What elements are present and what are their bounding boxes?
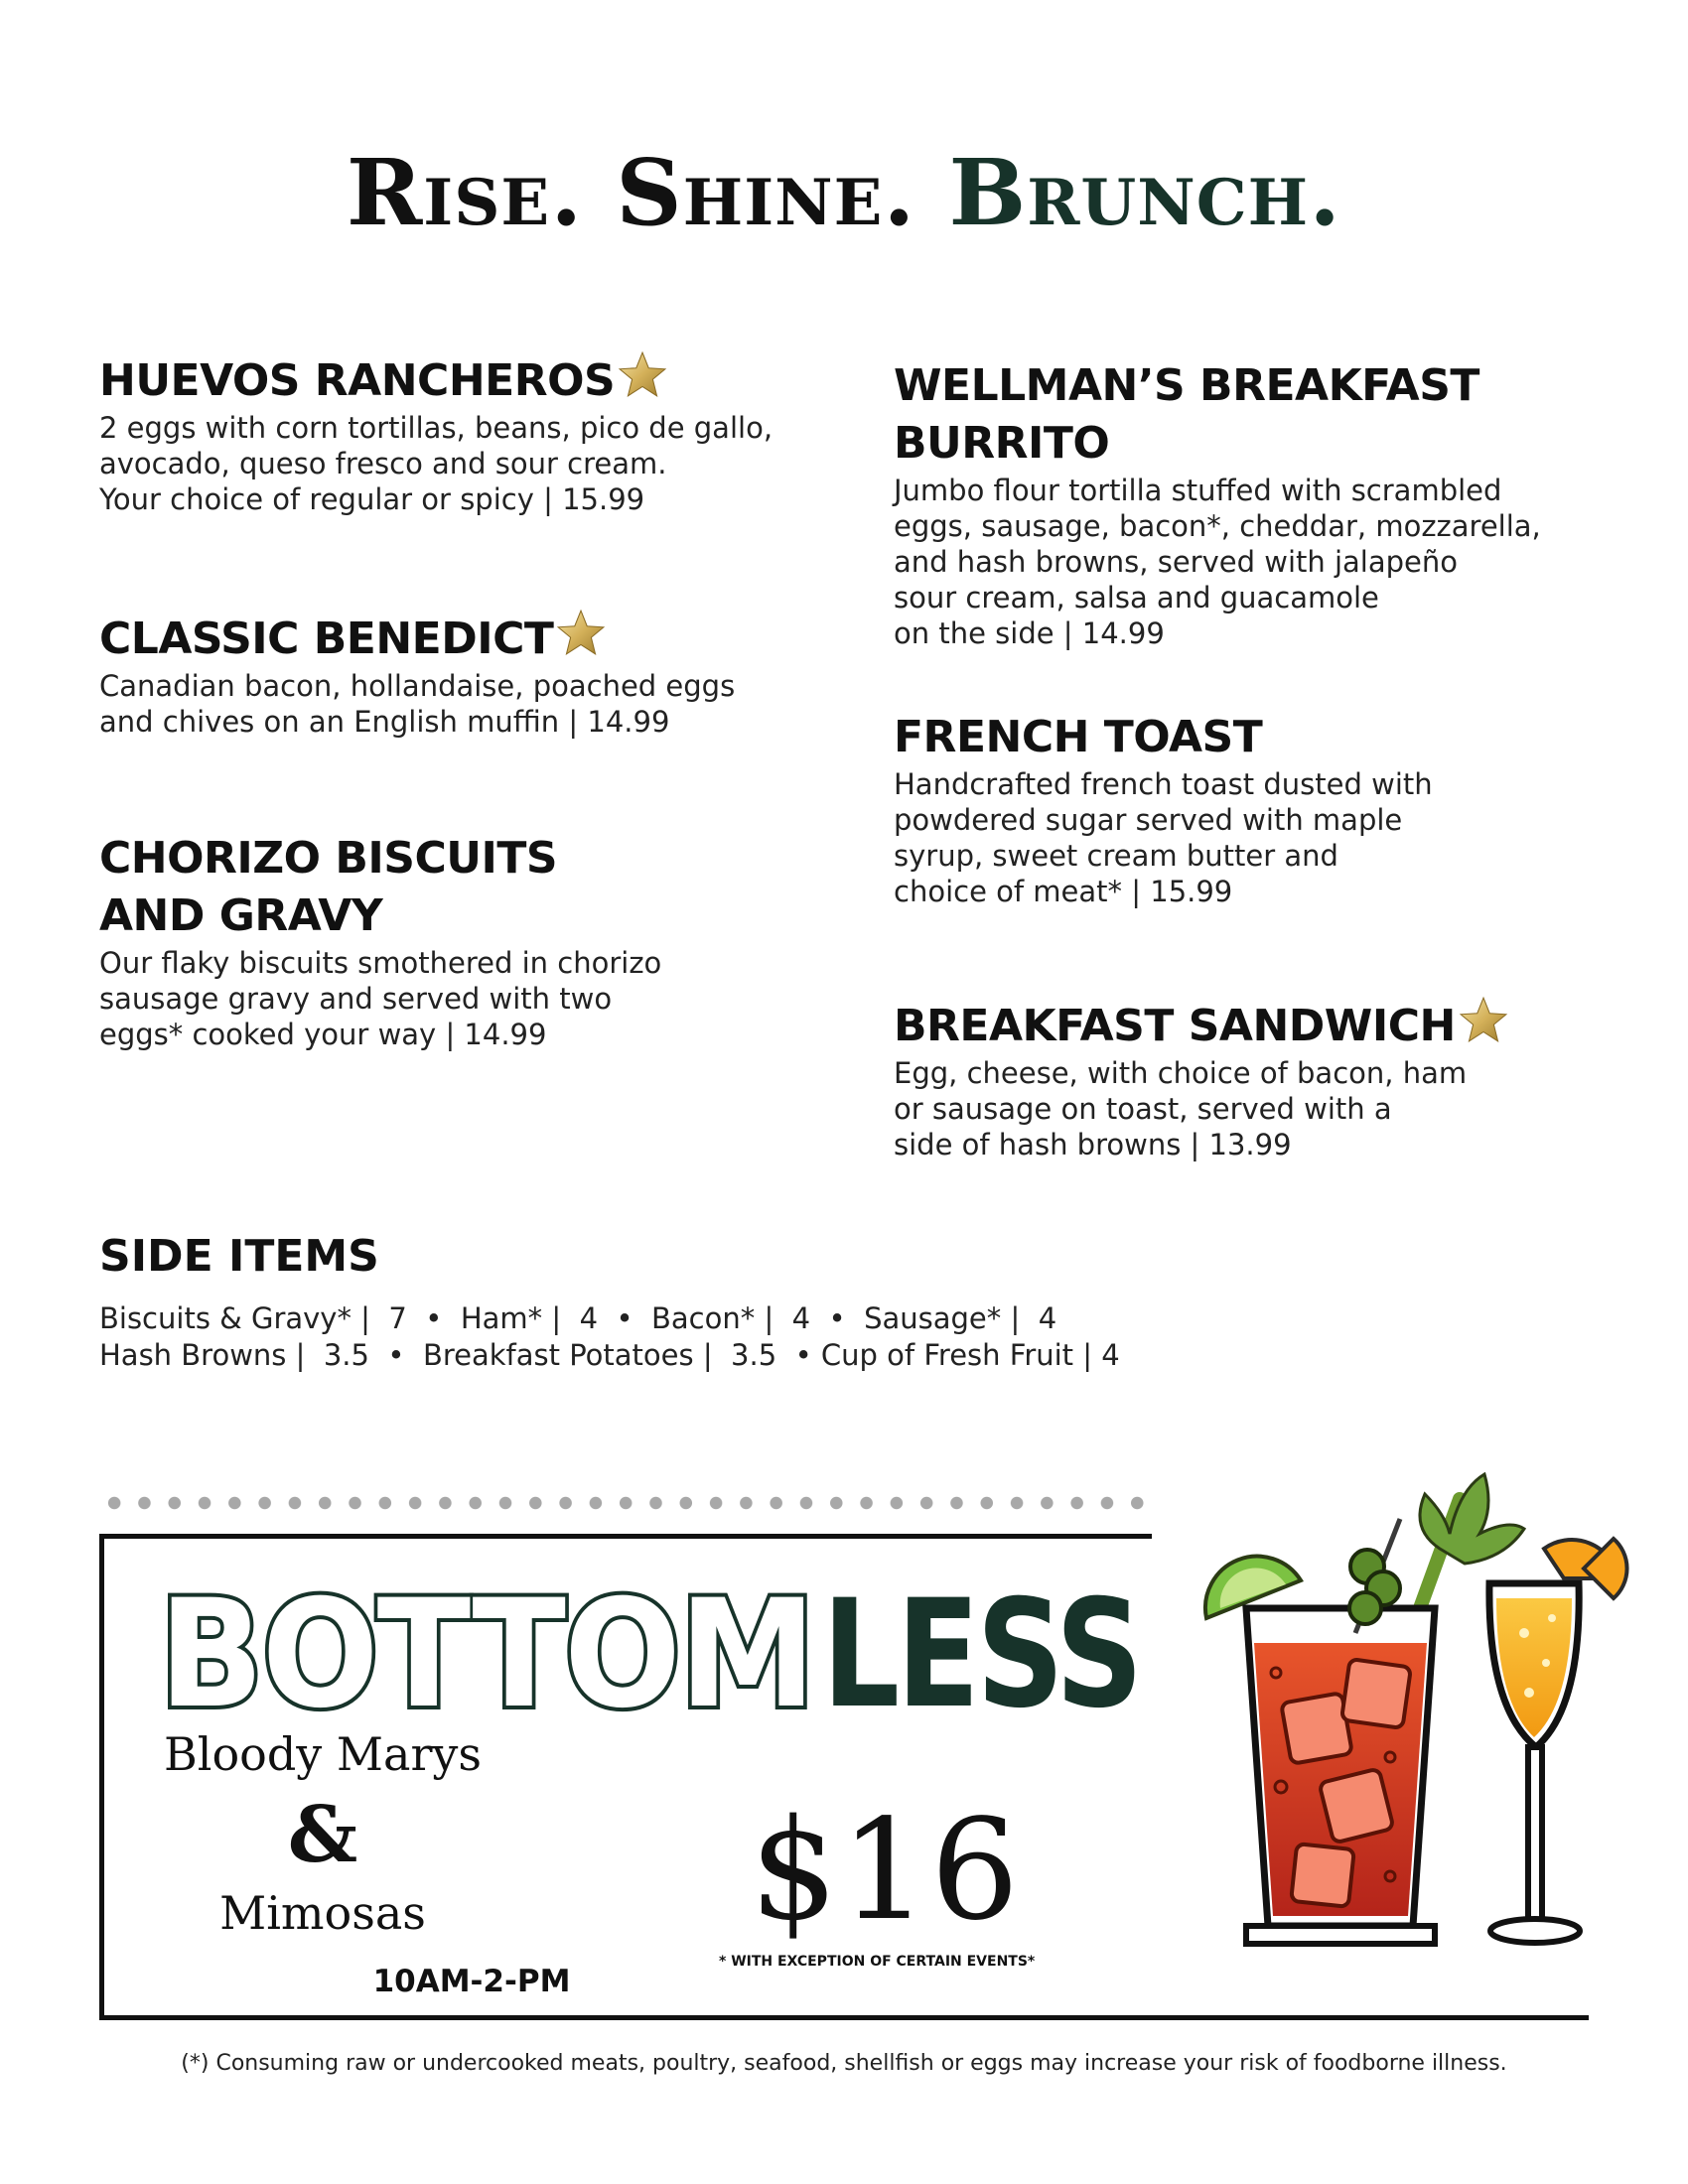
menu-item-chorizo-biscuits bbox=[99, 830, 661, 1052]
promo-box-border-bottom bbox=[99, 2015, 1589, 2020]
menu-item-huevos-rancheros bbox=[99, 349, 773, 517]
dotted-divider bbox=[99, 1496, 1152, 1510]
drink-name: Mimosas bbox=[219, 1886, 426, 1940]
promo-box-border-top bbox=[99, 1534, 1152, 1539]
cocktail-illustration bbox=[1187, 1459, 1643, 1995]
side-items-line: Biscuits & Gravy* | 7 • Ham* | 4 • Bacon* | 4 • Sausage* | 4 bbox=[99, 1301, 1057, 1335]
gold-star-icon bbox=[1458, 995, 1509, 1046]
footnote: (*) Consuming raw or undercooked meats, poultry, seafood, shellfish or eggs may increase your risk of foodborne illness. bbox=[181, 2051, 1507, 2076]
menu-item-description: Egg, cheese, with choice of bacon, ham or sausage on toast, served with a side of hash browns | 13.99 bbox=[894, 1056, 1468, 1161]
menu-item-breakfast-sandwich bbox=[894, 995, 1509, 1162]
heading-solid-text: LESS bbox=[822, 1569, 1140, 1741]
menu-item-description: Canadian bacon, hollandaise, poached eggs and chives on an English muffin | 14.99 bbox=[99, 669, 736, 739]
menu-item-french-toast bbox=[894, 709, 1433, 909]
menu-item-name: CLASSIC BENEDICT bbox=[99, 614, 554, 664]
menu-item-description: Jumbo flour tortilla stuffed with scrambled eggs, sausage, bacon*, cheddar, mozzarella, and hash browns, served with jalapeño sour cream, salsa and guacamole on the side | 14.99 bbox=[894, 474, 1541, 650]
side-items-line: Hash Browns | 3.5 • Breakfast Potatoes | 3.5 • Cup of Fresh Fruit | 4 bbox=[99, 1338, 1120, 1372]
promo-price: $16 bbox=[750, 1790, 1022, 1952]
title-word-rise: Rise. bbox=[346, 139, 584, 246]
promo-exception-note: * WITH EXCEPTION OF CERTAIN EVENTS* bbox=[719, 1954, 1036, 1970]
side-items-heading: SIDE ITEMS bbox=[99, 1231, 379, 1282]
bloody-mary-glass-icon bbox=[1246, 1608, 1435, 1944]
mimosa-flute-icon bbox=[1489, 1583, 1580, 1943]
title-word-shine: Shine. bbox=[616, 139, 916, 246]
promo-hours: 10AM-2-PM bbox=[372, 1964, 571, 1999]
gold-star-icon bbox=[555, 608, 607, 659]
menu-item-name: HUEVOS RANCHEROS bbox=[99, 355, 616, 406]
menu-item-name: FRENCH TOAST bbox=[894, 712, 1263, 762]
menu-item-name: WELLMAN’S BREAKFAST BURRITO bbox=[894, 360, 1479, 469]
menu-item-description: Our flaky biscuits smothered in chorizo sausage gravy and served with two eggs* cooked your way | 14.99 bbox=[99, 946, 662, 1051]
menu-item-breakfast-burrito bbox=[894, 357, 1541, 651]
bottomless-heading bbox=[159, 1559, 1152, 1741]
menu-item-description: Handcrafted french toast dusted with powdered sugar served with maple syrup, sweet cream butter and choice of meat* | 15.99 bbox=[894, 767, 1433, 908]
heading-outline-text: BOTTOM bbox=[159, 1569, 814, 1741]
menu-item-name: BREAKFAST SANDWICH bbox=[894, 1001, 1456, 1051]
svg-text:BOTTOM bbox=[159, 1569, 814, 1741]
gold-star-icon bbox=[617, 349, 668, 401]
menu-item-classic-benedict bbox=[99, 608, 735, 740]
title-word-brunch: Brunch. bbox=[948, 139, 1342, 246]
ampersand: & bbox=[287, 1790, 358, 1880]
drink-name: Bloody Marys bbox=[163, 1727, 483, 1781]
menu-item-description: 2 eggs with corn tortillas, beans, pico de gallo, avocado, queso fresco and sour cream. Your choice of regular or spicy | 15.99 bbox=[99, 411, 774, 516]
side-items-list bbox=[99, 1300, 1120, 1374]
page-title bbox=[0, 139, 1688, 246]
menu-item-name: CHORIZO BISCUITS AND GRAVY bbox=[99, 833, 558, 941]
